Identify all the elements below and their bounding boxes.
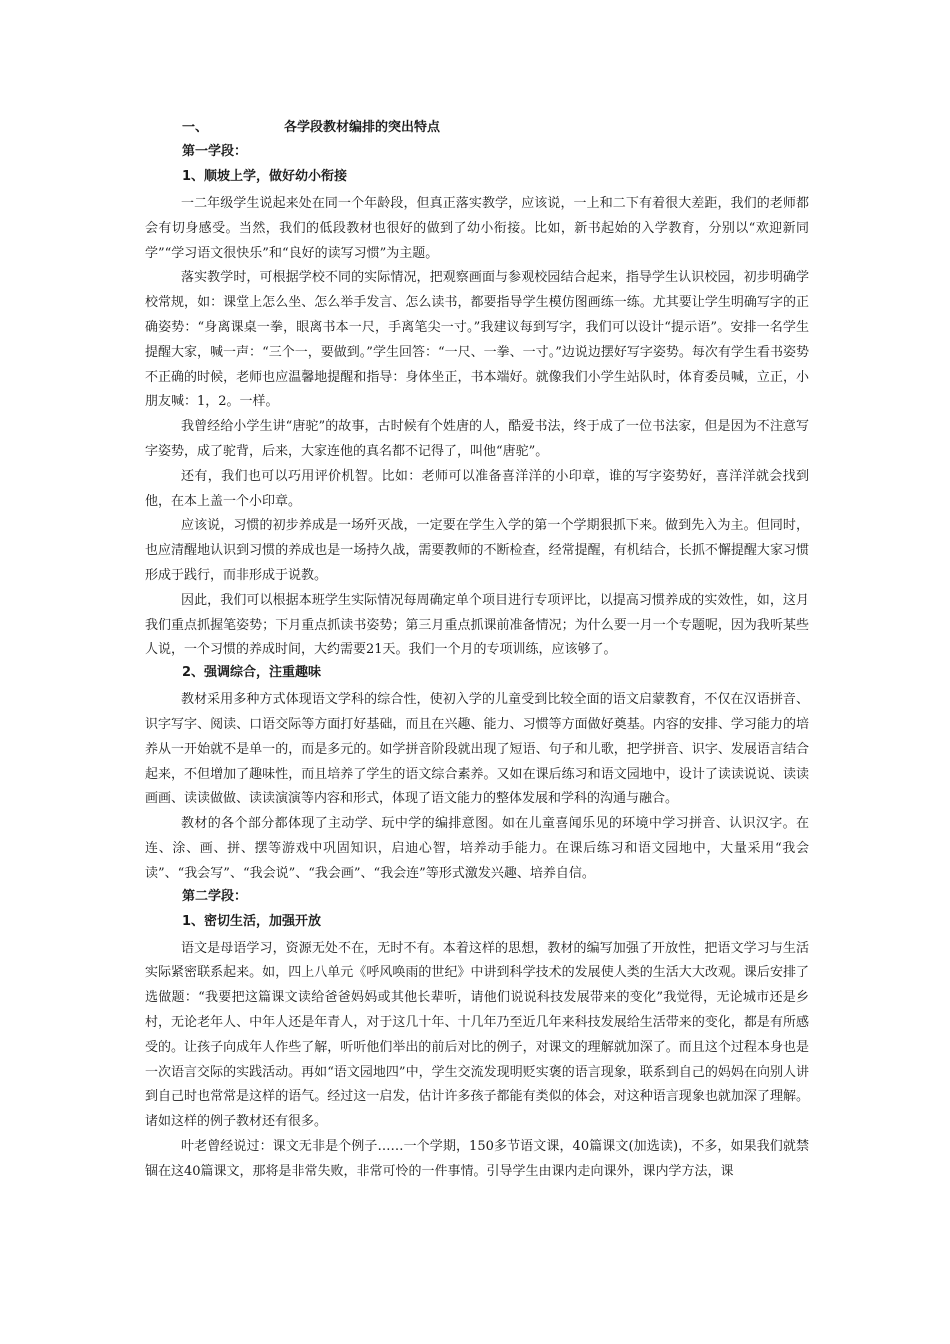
paragraph: 我曾经给小学生讲“唐驼”的故事，古时候有个姓唐的人，酷爱书法，终于成了一位书法家，但是因为不注意写字姿势，成了驼背，后来，大家连他的真名都不记得了，叫他“唐驼”。 — [145, 419, 809, 459]
subheading-1-1: 1、顺坡上学，做好幼小衔接 — [182, 169, 348, 184]
paragraph: 叶老曾经说过：课文无非是个例子……一个学期，150多节语文课，40篇课文(加选读)，不多，如果我们就禁锢在这40篇课文，那将是非常失败，非常可怜的一件事情。引导学生由课内走向课外，课内学方法，课 — [145, 1138, 809, 1179]
subheading-1-2: 2、强调综合，注重趣味 — [182, 665, 322, 681]
section-title-text: 各学段教材编排的突出特点 — [284, 120, 441, 135]
section-title — [182, 118, 809, 142]
paragraph: 一二年级学生说起来处在同一个年龄段，但真正落实教学，应该说，一上和二下有着很大差距，我们的老师都会有切身感受。当然，我们的低段教材也很好的做到了幼小衔接。比如，新书起始的入学教育，分别以“欢迎新同学”“学习语文很快乐”和“良好的读写习惯”为主题。 — [145, 196, 809, 261]
paragraph: 还有，我们也可以巧用评价机智。比如：老师可以准备喜洋洋的小印章，谁的写字姿势好，喜洋洋就会找到他，在本上盖一个小印章。 — [145, 468, 809, 509]
subheading-2-1: 1、密切生活，加强开放 — [182, 913, 322, 929]
stage-heading-1: 第一学段： — [182, 144, 248, 159]
paragraph: 应该说，习惯的初步养成是一场歼灭战，一定要在学生入学的第一个学期狠抓下来。做到先入为主。但同时，也应清醒地认识到习惯的养成也是一场持久战，需要教师的不断检查，经常提醒，有机结合，长抓不懈提醒大家习惯形成于践行，而非形成于说教。 — [145, 518, 809, 583]
paragraph: 因此，我们可以根据本班学生实际情况每周确定单个项目进行专项评比，以提高习惯养成的实效性，如，这月我们重点抓握笔姿势；下月重点抓读书姿势；第三月重点抓课前准备情况；为什么要一月一个专题呢，因为我听某些人说，一个习惯的养成时间，大约需要21天。我们一个月的专项训练，应该够了。 — [145, 592, 809, 658]
stage-heading-2: 第二学段： — [182, 888, 248, 904]
paragraph: 落实教学时，可根据学校不同的实际情况，把观察画面与参观校园结合起来，指导学生认识校园，初步明确学校常规，如：课堂上怎么坐、怎么举手发言、怎么读书，都要指导学生模仿图画练一练。尤其要让学生明确写字的正确姿势：“身离课桌一拳，眼离书本一尺，手离笔尖一寸。”我建议每到写字，我们可以设计“提示语”。安排一名学生提醒大家，喊一声：“三个一，要做到。”学生回答：“一尺、一拳、一寸。”边说边摆好写字姿势。每次有学生看书姿势不正确的时候，老师也应温馨地提醒和指导：身体坐正，书本端好。就像我们小学生站队时，体育委员喊，立正，小朋友喊：1，2。一样。 — [145, 270, 809, 410]
document-page — [145, 118, 809, 1184]
paragraph: 教材的各个部分都体现了主动学、玩中学的编排意图。如在儿童喜闻乐见的环境中学习拼音、认识汉字。在连、涂、画、拼、摆等游戏中巩固知识，启迪心智，培养动手能力。在课后练习和语文园地中，大量采用“我会读”、“我会写”、“我会说”、“我会画”、“我会连”等形式激发兴趣、培养自信。 — [145, 816, 809, 881]
section-number: 一、 — [182, 120, 209, 135]
paragraph: 教材采用多种方式体现语文学科的综合性，使初入学的儿童受到比较全面的语文启蒙教育，不仅在汉语拼音、识字写字、阅读、口语交际等方面打好基础，而且在兴趣、能力、习惯等方面做好奠基。内容的安排、学习能力的培养从一开始就不是单一的，而是多元的。如学拼音阶段就出现了短语、句子和儿歌，把学拼音、识字、发展语言结合起来，不但增加了趣味性，而且培养了学生的语文综合素养。又如在课后练习和语文园地中，设计了读读说说、读读画画、读读做做、读读演演等内容和形式，体现了语文能力的整体发展和学科的沟通与融合。 — [145, 692, 809, 807]
paragraph: 语文是母语学习，资源无处不在，无时不有。本着这样的思想，教材的编写加强了开放性，把语文学习与生活实际紧密联系起来。如，四上八单元《呼风唤雨的世纪》中讲到科学技术的发展使人类的生活大大改观。课后安排了选做题：“我要把这篇课文读给爸爸妈妈或其他长辈听，请他们说说科技发展带来的变化”我觉得，无论城市还是乡村，无论老年人、中年人还是年青人，对于这几十年、十几年乃至近几年来科技发展给生活带来的变化，都是有所感受的。让孩子向成年人作些了解，听听他们举出的前后对比的例子，对课文的理解就加深了。而且这个过程本身也是一次语言交际的实践活动。再如“语文园地四”中，学生交流发现明贬实褒的语言现象，联系到自己的妈妈在向别人讲到自己时也常常是这样的语气。经过这一启发，估计许多孩子都能有类似的体会，对这种语言现象也就加深了理解。诸如这样的例子教材还有很多。 — [145, 940, 809, 1130]
